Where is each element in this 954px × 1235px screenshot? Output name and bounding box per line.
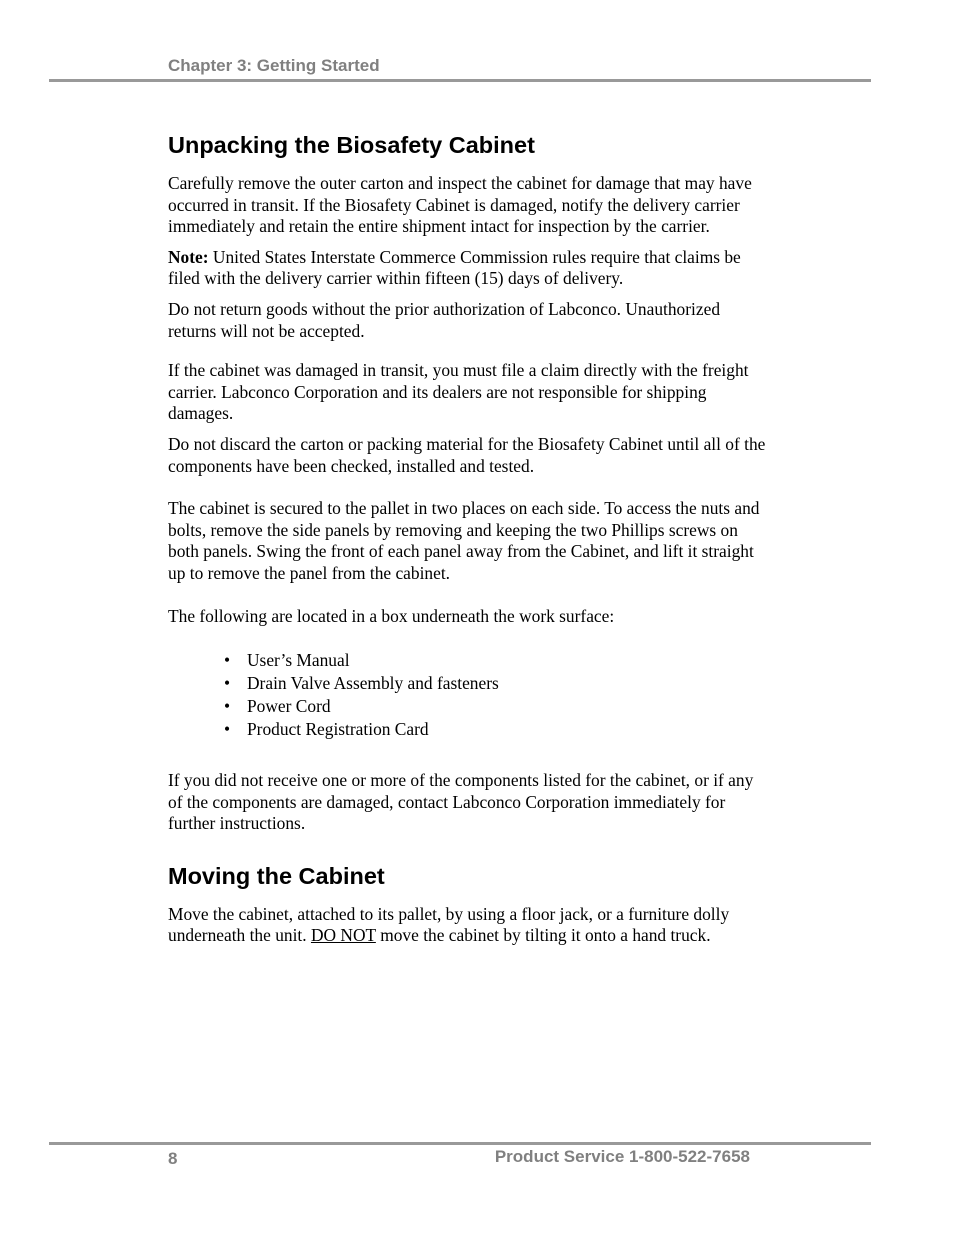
paragraph-missing-components: If you did not receive one or more of the components listed for the cabinet, or if any of the components are damaged, contact Labconco Corporation immediately for further instructions.: [168, 770, 754, 834]
paragraph-pallet: The cabinet is secured to the pallet in two places on each side. To access the nuts and bolts, remove the side panels by removing and keeping the two Phillips screws on both panels. Swing the front of each panel away from the Cabinet, and lift it straight up to remove the panel from the cabinet.: [168, 498, 760, 583]
list-item: • Power Cord: [224, 696, 331, 717]
paragraph-moving: Move the cabinet, attached to its pallet, by using a floor jack, or a furniture dolly underneath the unit. DO NOT move the cabinet by tilting it onto a hand truck.: [168, 903, 730, 946]
component-list: [168, 649, 768, 741]
paragraph-inspect: Carefully remove the outer carton and inspect the cabinet for damage that may have occurred in transit. If the Biosafety Cabinet is damaged, notify the delivery carrier immediately and retain the entire shipment intact for inspection by the carrier.: [168, 173, 752, 237]
note-text: United States Interstate Commerce Commission rules require that claims be filed with the delivery carrier within fifteen (15) days of delivery.: [168, 246, 741, 289]
running-header: Chapter 3: Getting Started: [168, 56, 380, 75]
list-item: • User’s Manual: [224, 650, 350, 671]
paragraph-note: [168, 247, 768, 290]
paragraph-returns: Do not return goods without the prior authorization of Labconco. Unauthorized returns will not be accepted.: [168, 298, 721, 341]
bullet-icon: •: [224, 673, 231, 694]
heading-moving: Moving the Cabinet: [168, 862, 385, 889]
header-rule: [49, 79, 871, 82]
bullet-icon: •: [224, 650, 231, 671]
bullet-icon: •: [224, 696, 231, 717]
paragraph-box-contents: The following are located in a box underneath the work surface:: [168, 605, 615, 626]
page-content: [168, 128, 768, 947]
note-label: Note:: [168, 246, 209, 267]
bullet-icon: •: [224, 719, 231, 740]
page-number: 8: [168, 1149, 178, 1168]
list-item: • Drain Valve Assembly and fasteners: [224, 673, 499, 694]
list-item: • Product Registration Card: [224, 719, 429, 740]
paragraph-packing: Do not discard the carton or packing material for the Biosafety Cabinet until all of the components have been checked, installed and tested.: [168, 433, 766, 476]
product-service-line: Product Service 1-800-522-7658: [494, 1147, 750, 1166]
paragraph-claims: If the cabinet was damaged in transit, you must file a claim directly with the freight carrier. Labconco Corporation and its dealers are not responsible for shipping damages.: [168, 360, 749, 424]
footer-rule: [49, 1142, 871, 1145]
do-not-emphasis: DO NOT: [310, 925, 376, 946]
heading-unpacking: Unpacking the Biosafety Cabinet: [168, 132, 535, 158]
